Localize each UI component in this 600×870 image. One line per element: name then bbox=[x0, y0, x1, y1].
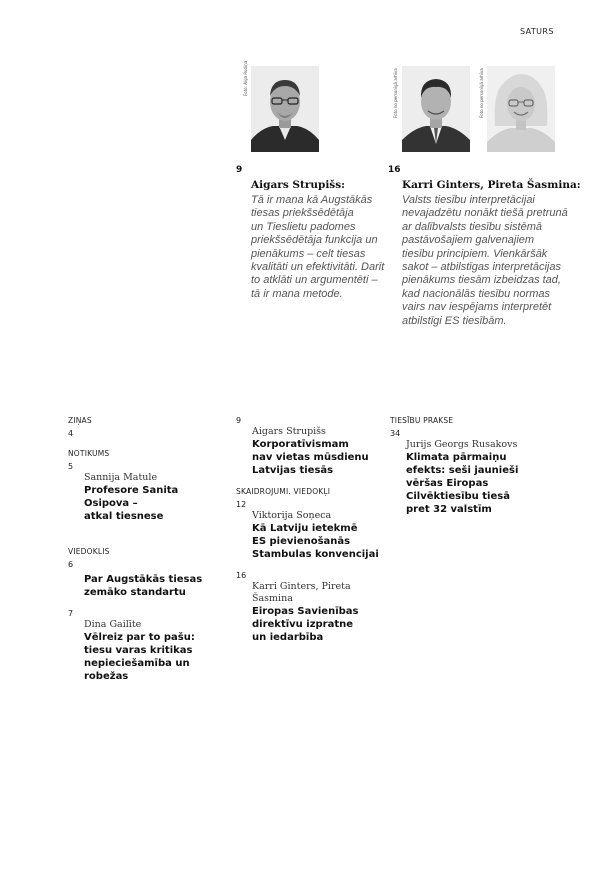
toc-title: Profesore Sanita Osipova – atkal tiesnese bbox=[84, 485, 179, 522]
toc-title: Korporatīvismam nav vietas mūsdienu Latvijas tiesās bbox=[252, 439, 369, 476]
photo-credit: Foto no personīgā arhīva bbox=[479, 68, 484, 118]
toc-section-label: VIEDOKLIS bbox=[68, 547, 110, 556]
toc-author: Jurijs Georgs Rusakovs bbox=[406, 439, 518, 450]
toc-title: Eiropas Savienības direktīvu izpratne un iedarbība bbox=[252, 606, 359, 643]
feature-author: Karri Ginters, Pireta Šasmina: bbox=[402, 179, 581, 191]
feature-page-number: 9 bbox=[236, 165, 243, 175]
photo-credit: Foto: Aiga Rudiņa bbox=[243, 60, 248, 96]
toc-page-number: 34 bbox=[390, 429, 401, 438]
section-header: SATURS bbox=[520, 27, 554, 36]
toc-section-label: ZIŅAS bbox=[68, 416, 92, 425]
toc-column-1 bbox=[68, 416, 218, 693]
toc-page-number: 9 bbox=[236, 416, 242, 425]
toc-page-number: 6 bbox=[68, 560, 74, 569]
toc-page-number: 5 bbox=[68, 462, 74, 471]
toc-title: Vēlreiz par to pašu: tiesu varas kritikas nepieciešamība un robežas bbox=[84, 632, 195, 682]
toc-page-number: 16 bbox=[236, 571, 247, 580]
toc-column-3 bbox=[390, 416, 540, 526]
toc-title: Klimata pārmaiņu efekts: seši jaunieši vēršas Eiropas Cilvēktiesību tiesā pret 32 valstīm bbox=[406, 452, 519, 515]
toc-section-label: SKAIDROJUMI. VIEDOKĻI bbox=[236, 487, 331, 496]
toc-entry[interactable] bbox=[236, 571, 386, 644]
portrait-man-icon bbox=[402, 66, 470, 152]
photo-credit: Foto no personīgā arhīva bbox=[393, 68, 398, 118]
toc-entry[interactable] bbox=[68, 429, 218, 439]
feature-page-number: 16 bbox=[388, 165, 401, 175]
portrait-woman-glasses-icon bbox=[487, 66, 555, 152]
toc-title: Par Augstākās tiesas zemāko standartu bbox=[84, 574, 203, 598]
toc-entry[interactable] bbox=[236, 500, 386, 561]
toc-section-label: NOTIKUMS bbox=[68, 449, 110, 458]
toc-entry[interactable] bbox=[68, 560, 218, 599]
toc-title: Kā Latviju ietekmē ES pievienošanās Stambulas konvencijai bbox=[252, 523, 379, 560]
portrait-photo-strupiss bbox=[251, 66, 319, 152]
portrait-photo-sasmina bbox=[487, 66, 555, 152]
toc-entry[interactable] bbox=[68, 462, 218, 523]
toc-section-label: TIESĪBU PRAKSE bbox=[390, 416, 454, 425]
feature-quote: Valsts tiesību interpretācijai nevajadzētu nonākt tiešā pretrunā ar dalībvalsts tiesību sistēmā pastāvošajiem galvenajiem tiesību principiem. Vienkāršāk sakot – atbilstīgas interpretācijas pienākums tiesām izbeidzas tad, kad nacionālās tiesību normas vairs nav iespējams interpretēt atbilstīgi ES tiesībām. bbox=[402, 194, 568, 327]
toc-entry[interactable] bbox=[390, 429, 540, 516]
toc-author: Karri Ginters, Pireta Šasmina bbox=[252, 581, 351, 604]
toc-column-2 bbox=[236, 416, 386, 654]
toc-page-number: 7 bbox=[68, 609, 74, 618]
toc-page-number: 4 bbox=[68, 429, 74, 438]
toc-entry[interactable] bbox=[236, 416, 386, 477]
feature-quote: Tā ir mana kā Augstākās tiesas priekšsēdētāja un Tieslietu padomes priekšsēdētāja funkcija un pienākums – celt tiesas kvalitāti un efektivitāti. Darīt to atklāti un argumentēti – tā ir mana metode. bbox=[251, 194, 385, 300]
toc-author: Viktorija Soņeca bbox=[252, 510, 332, 521]
toc-author: Sannija Matule bbox=[84, 472, 158, 483]
portrait-man-glasses-icon bbox=[251, 66, 319, 152]
toc-entry[interactable] bbox=[68, 609, 218, 683]
toc-author: Dina Gailīte bbox=[84, 619, 142, 630]
portrait-photo-ginters bbox=[402, 66, 470, 152]
toc-author: Aigars Strupišs bbox=[252, 426, 326, 437]
feature-author: Aigars Strupišs: bbox=[251, 179, 346, 191]
toc-page-number: 12 bbox=[236, 500, 247, 509]
